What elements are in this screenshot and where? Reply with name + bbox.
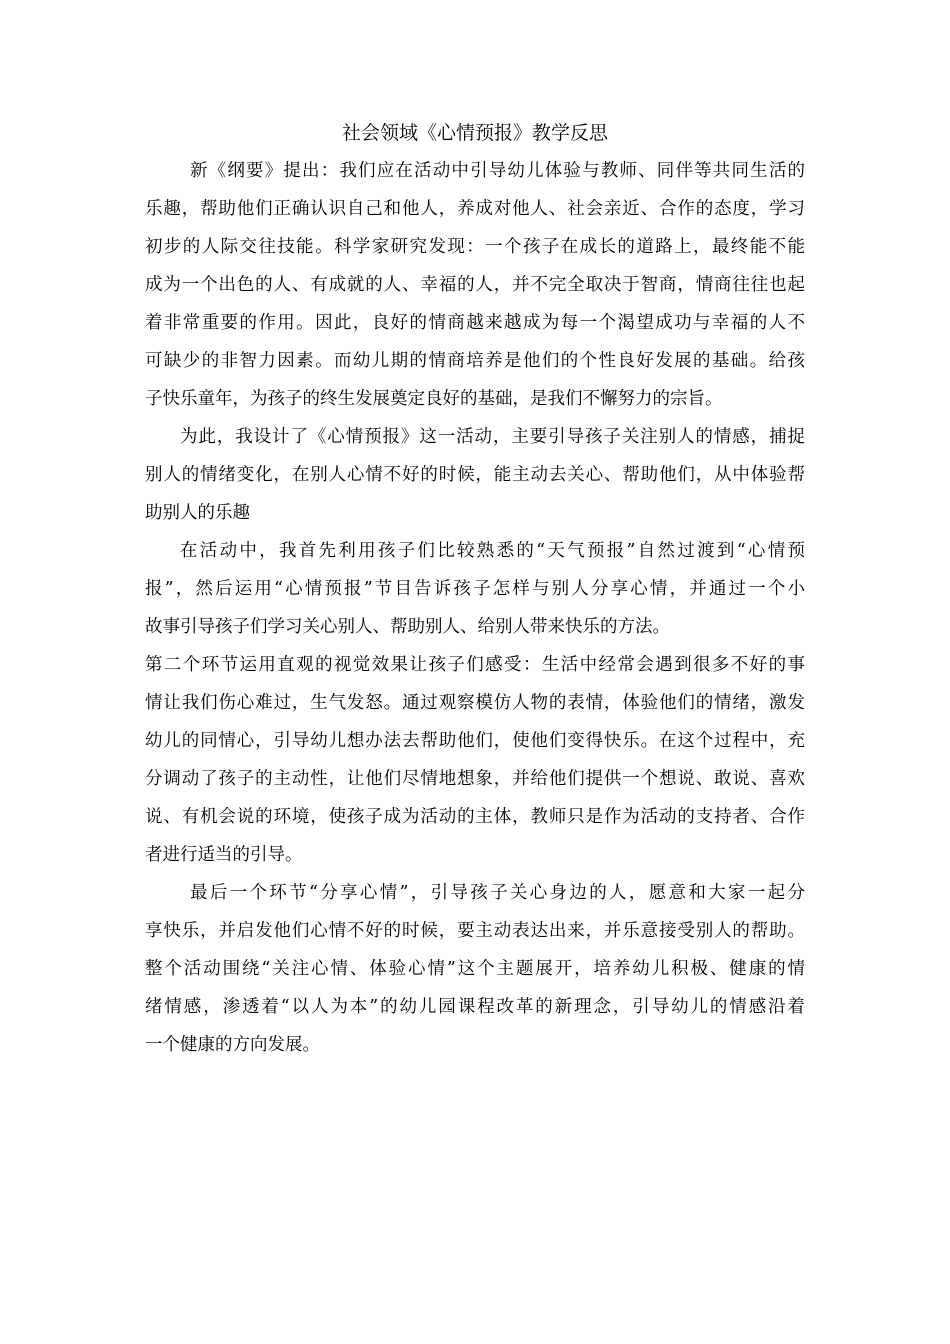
- paragraph-5-line-4: 绪情感，渗透着“以人为本”的幼儿园课程改革的新理念，引导幼儿的情感沿着: [145, 997, 805, 1017]
- paragraph-2-line-2: 别人的情绪变化，在别人心情不好的时候，能主动去关心、帮助他们，从中体验帮: [145, 465, 805, 485]
- paragraph-5-line-1: 最后一个环节“分享心情”，引导孩子关心身边的人，愿意和大家一起分: [190, 883, 805, 903]
- paragraph-2-line-3: 助别人的乐趣: [145, 503, 250, 523]
- paragraph-2-line-1: 为此，我设计了《心情预报》这一活动，主要引导孩子关注别人的情感，捕捉: [180, 427, 805, 447]
- paragraph-5-line-2: 享快乐，并启发他们心情不好的时候，要主动表达出来，并乐意接受别人的帮助。: [145, 921, 805, 941]
- paragraph-4-line-1: 第二个环节运用直观的视觉效果让孩子们感受：生活中经常会遇到很多不好的事: [145, 655, 805, 675]
- paragraph-1-line-6: 可缺少的非智力因素。而幼儿期的情商培养是他们的个性良好发展的基础。给孩: [145, 351, 805, 371]
- paragraph-4-line-2: 情让我们伤心难过，生气发怒。通过观察模仿人物的表情，体验他们的情绪，激发: [145, 693, 805, 713]
- paragraph-4-line-5: 说、有机会说的环境，使孩子成为活动的主体，教师只是作为活动的支持者、合作: [145, 807, 805, 827]
- paragraph-1-line-4: 成为一个出色的人、有成就的人、幸福的人，并不完全取决于智商，情商往往也起: [145, 275, 805, 295]
- paragraph-3-line-3: 故事引导孩子们学习关心别人、帮助别人、给别人带来快乐的方法。: [145, 617, 670, 637]
- paragraph-3-line-2: 报”，然后运用“心情预报”节目告诉孩子怎样与别人分享心情，并通过一个小: [145, 579, 805, 599]
- paragraph-1-line-2: 乐趣，帮助他们正确认识自己和他人，养成对他人、社会亲近、合作的态度，学习: [145, 199, 805, 219]
- paragraph-1-line-3: 初步的人际交往技能。科学家研究发现：一个孩子在成长的道路上，最终能不能: [145, 237, 805, 257]
- paragraph-5-line-5: 一个健康的方向发展。: [145, 1035, 320, 1055]
- document-title: 社会领域《心情预报》教学反思: [341, 122, 608, 144]
- paragraph-5-line-3: 整个活动围绕“关注心情、体验心情”这个主题展开，培养幼儿积极、健康的情: [145, 959, 805, 979]
- paragraph-4-line-4: 分调动了孩子的主动性，让他们尽情地想象，并给他们提供一个想说、敢说、喜欢: [145, 769, 805, 789]
- paragraph-3-line-1: 在活动中，我首先利用孩子们比较熟悉的“天气预报”自然过渡到“心情预: [180, 541, 805, 561]
- paragraph-1-line-7: 子快乐童年，为孩子的终生发展奠定良好的基础，是我们不懈努力的宗旨。: [145, 389, 723, 409]
- paragraph-4-line-3: 幼儿的同情心，引导幼儿想办法去帮助他们，使他们变得快乐。在这个过程中，充: [145, 731, 805, 751]
- paragraph-4-line-6: 者进行适当的引导。: [145, 845, 303, 865]
- paragraph-1-line-5: 着非常重要的作用。因此，良好的情商越来越成为每一个渴望成功与幸福的人不: [145, 313, 805, 333]
- paragraph-1-line-1: 新《纲要》提出：我们应在活动中引导幼儿体验与教师、同伴等共同生活的: [190, 161, 805, 181]
